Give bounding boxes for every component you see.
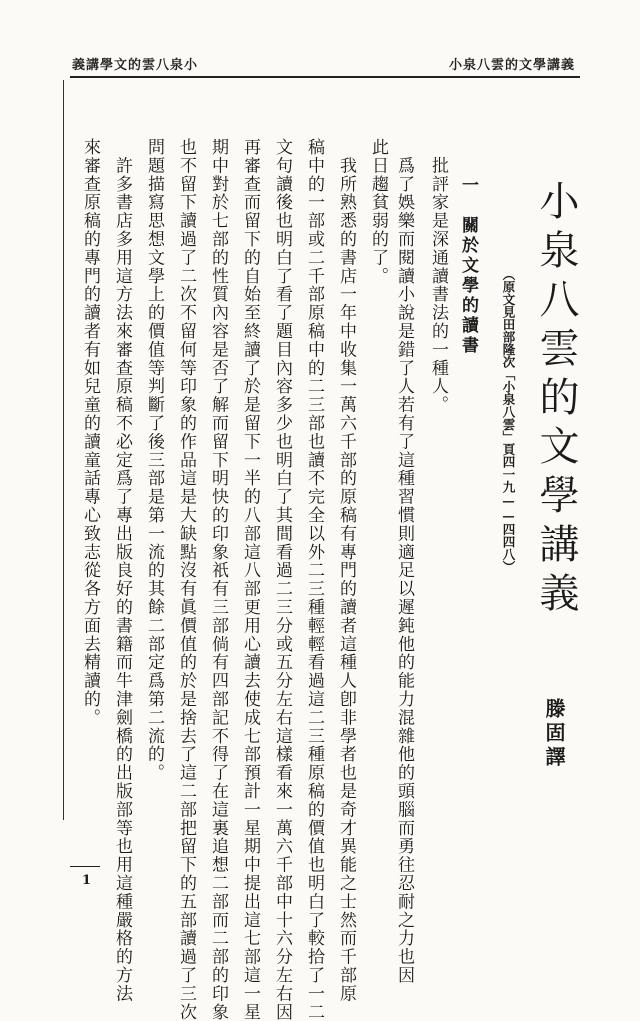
running-head-right: 小泉八雲的文學講義 [448,58,575,73]
margin-rule [63,80,64,820]
text-column: 稿中的一部或二千部原稿中的二三部也讀不完全以外二三種輕輕看過這二三種原稿的價值也明白了較拾了一二 [304,138,324,1021]
running-head [70,54,575,74]
article-title: 小泉八雲的文學講義 [533,180,579,621]
text-column: 再審查而留下的自始至終讀了於是留下一半的八部這八部更用心讀去使成七部預計一星期中提出這七部這一星 [240,138,260,1021]
text-column: 也不留下讀過了二次不留何等印象的作品這是大缺點沒有眞價值的於是捨去了這二部把留下的五部讀過了三次 [176,138,196,1021]
text-column: 批評家是深通讀書法的一種人。 [428,138,448,414]
text-column: 許多書店多用這方法來審查原稿不必定爲了專出版良好的書籍而牛津劍橋的出版部等也用這種嚴格的方法 [112,138,132,1003]
source-note: （原文見田部隆次「小泉八雲」頁四一九——四四八） [501,268,516,573]
text-column: 來審查原稿的專門的讀者有如兒童的讀童話專心致志從各方面去精讀的。 [80,138,100,727]
header-rule [70,76,580,78]
text-column: 問題描寫思想文學上的價值等判斷了後三部是第一流的其餘二部定爲第二流的。 [144,138,164,782]
text-column: 爲了娛樂而閱讀小說是錯了人若有了這種習慣則適足以遲鈍他的能力混雜他的頭腦而勇往忍耐之力也因 [394,138,414,985]
translator-credit: 滕固譯 [542,698,566,770]
text-column: 文句讀後也明白了看了題目內容多少也明白了其間看過二三分或五分左右這樣看來一萬六千部中十六分左右因 [272,138,292,1021]
text-column: 期中對於七部的性質內容是否了解而留下明快的印象祇有三部倘有四部記不得了在這裏追想二部而二部的印象 [208,138,228,1021]
folio-rule [70,866,100,867]
section-heading: 一 關於文學的讀書 [458,176,478,356]
text-column: 此日趨貧弱的了。 [368,138,388,286]
text-column: 我所熟悉的書店一年中收集一萬六千部的原稿有專門的讀者這種人卽非學者也是奇才異能之士然而千部原 [336,138,356,1003]
running-head-left: 義講學文的雲八泉小 [72,58,199,73]
page-number: 1 [82,873,92,888]
